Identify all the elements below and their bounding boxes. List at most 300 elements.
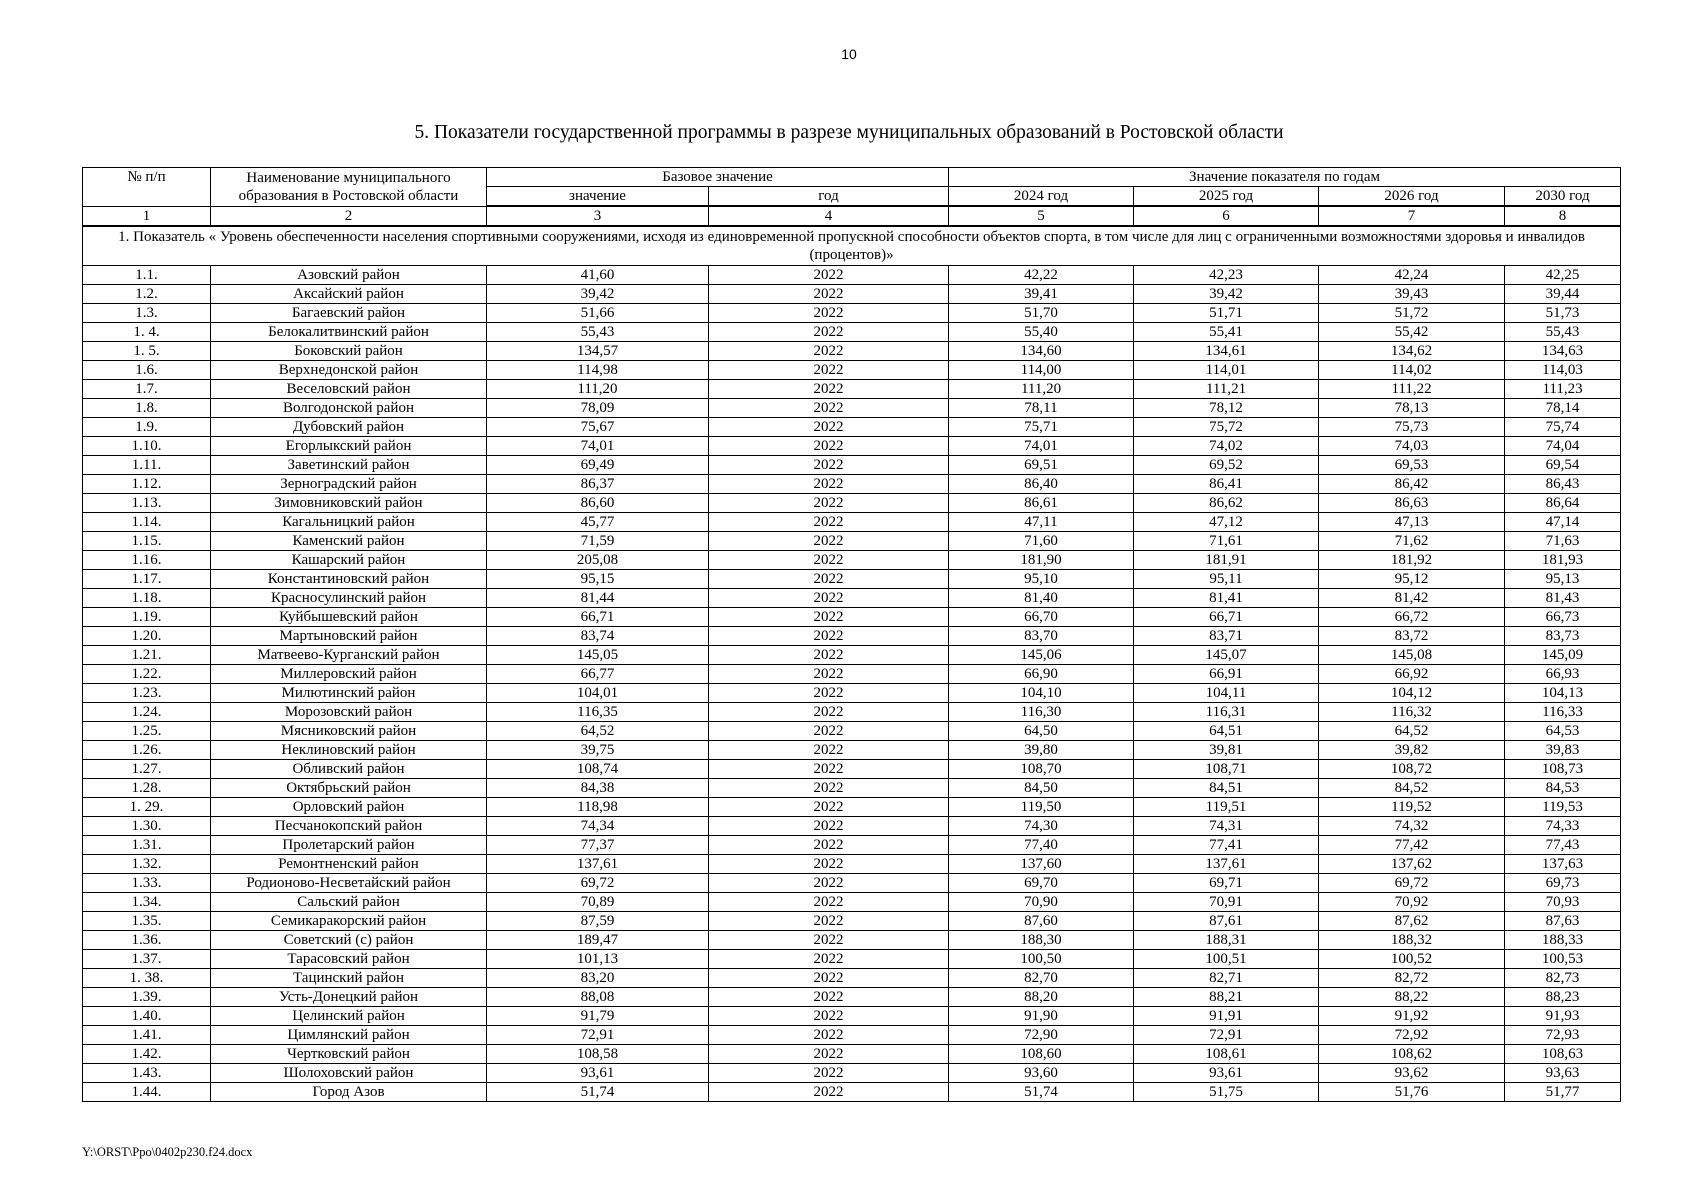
base-value: 41,60 xyxy=(487,266,709,285)
value-2024: 39,80 xyxy=(949,741,1134,760)
value-2026: 47,13 xyxy=(1319,513,1505,532)
municipality-name: Волгодонской район xyxy=(211,399,487,418)
value-2026: 108,62 xyxy=(1319,1045,1505,1064)
value-2026: 108,72 xyxy=(1319,760,1505,779)
municipality-name: Тацинский район xyxy=(211,969,487,988)
municipality-name: Песчанокопский район xyxy=(211,817,487,836)
value-2030: 108,73 xyxy=(1505,760,1621,779)
municipality-name: Заветинский район xyxy=(211,456,487,475)
value-2026: 66,72 xyxy=(1319,608,1505,627)
value-2024: 81,40 xyxy=(949,589,1134,608)
table-row xyxy=(83,741,1621,760)
value-2030: 86,43 xyxy=(1505,475,1621,494)
value-2025: 86,41 xyxy=(1134,475,1319,494)
value-2024: 108,70 xyxy=(949,760,1134,779)
table-row xyxy=(83,817,1621,836)
table-row xyxy=(83,665,1621,684)
table-row xyxy=(83,646,1621,665)
table-row xyxy=(83,323,1621,342)
row-number: 1.43. xyxy=(83,1064,211,1083)
row-number: 1.35. xyxy=(83,912,211,931)
value-2024: 75,71 xyxy=(949,418,1134,437)
value-2024: 114,00 xyxy=(949,361,1134,380)
value-2024: 70,90 xyxy=(949,893,1134,912)
table-row xyxy=(83,285,1621,304)
table-row xyxy=(83,608,1621,627)
row-number: 1.42. xyxy=(83,1045,211,1064)
value-2030: 70,93 xyxy=(1505,893,1621,912)
table-row xyxy=(83,836,1621,855)
municipality-name: Усть-Донецкий район xyxy=(211,988,487,1007)
base-value: 51,66 xyxy=(487,304,709,323)
document-title: 5. Показатели государственной программы в разрезе муниципальных образований в Ростовской области xyxy=(414,122,1284,143)
value-2024: 66,90 xyxy=(949,665,1134,684)
table-row xyxy=(83,722,1621,741)
value-2024: 71,60 xyxy=(949,532,1134,551)
table-row xyxy=(83,513,1621,532)
indicators-table xyxy=(82,167,1621,1102)
value-2026: 69,72 xyxy=(1319,874,1505,893)
value-2026: 64,52 xyxy=(1319,722,1505,741)
value-2030: 108,63 xyxy=(1505,1045,1621,1064)
row-number: 1. 29. xyxy=(83,798,211,817)
base-value: 39,42 xyxy=(487,285,709,304)
municipality-name: Миллеровский район xyxy=(211,665,487,684)
base-value: 114,98 xyxy=(487,361,709,380)
municipality-name: Сальский район xyxy=(211,893,487,912)
municipality-name: Красносулинский район xyxy=(211,589,487,608)
value-2026: 75,73 xyxy=(1319,418,1505,437)
value-2024: 119,50 xyxy=(949,798,1134,817)
municipality-name: Мартыновский район xyxy=(211,627,487,646)
base-year: 2022 xyxy=(709,874,949,893)
base-value: 39,75 xyxy=(487,741,709,760)
base-year: 2022 xyxy=(709,988,949,1007)
row-number: 1.8. xyxy=(83,399,211,418)
base-value: 64,52 xyxy=(487,722,709,741)
base-value: 81,44 xyxy=(487,589,709,608)
value-2030: 39,44 xyxy=(1505,285,1621,304)
value-2024: 108,60 xyxy=(949,1045,1134,1064)
row-number: 1.41. xyxy=(83,1026,211,1045)
value-2024: 86,40 xyxy=(949,475,1134,494)
base-year: 2022 xyxy=(709,703,949,722)
row-number: 1.37. xyxy=(83,950,211,969)
value-2030: 181,93 xyxy=(1505,551,1621,570)
row-number: 1.2. xyxy=(83,285,211,304)
base-value: 95,15 xyxy=(487,570,709,589)
value-2025: 116,31 xyxy=(1134,703,1319,722)
base-value: 78,09 xyxy=(487,399,709,418)
base-value: 108,58 xyxy=(487,1045,709,1064)
base-value: 145,05 xyxy=(487,646,709,665)
base-value: 111,20 xyxy=(487,380,709,399)
base-year: 2022 xyxy=(709,399,949,418)
value-2026: 51,72 xyxy=(1319,304,1505,323)
value-2024: 137,60 xyxy=(949,855,1134,874)
value-2030: 95,13 xyxy=(1505,570,1621,589)
value-2024: 104,10 xyxy=(949,684,1134,703)
value-2026: 72,92 xyxy=(1319,1026,1505,1045)
value-2024: 42,22 xyxy=(949,266,1134,285)
value-2026: 116,32 xyxy=(1319,703,1505,722)
table-row xyxy=(83,855,1621,874)
table-row xyxy=(83,361,1621,380)
row-number: 1.24. xyxy=(83,703,211,722)
municipality-name: Родионово-Несветайский район xyxy=(211,874,487,893)
value-2030: 39,83 xyxy=(1505,741,1621,760)
base-year: 2022 xyxy=(709,437,949,456)
header-name: Наименование муниципального образования в Ростовской области xyxy=(211,168,487,207)
value-2030: 83,73 xyxy=(1505,627,1621,646)
base-year: 2022 xyxy=(709,532,949,551)
value-2030: 93,63 xyxy=(1505,1064,1621,1083)
table-header xyxy=(83,168,1621,227)
municipality-name: Мясниковский район xyxy=(211,722,487,741)
municipality-name: Белокалитвинский район xyxy=(211,323,487,342)
base-value: 74,01 xyxy=(487,437,709,456)
row-number: 1.34. xyxy=(83,893,211,912)
header-2024: 2024 год xyxy=(949,187,1134,207)
row-number: 1.21. xyxy=(83,646,211,665)
value-2026: 181,92 xyxy=(1319,551,1505,570)
value-2026: 78,13 xyxy=(1319,399,1505,418)
table-row xyxy=(83,1064,1621,1083)
header-base-value: значение xyxy=(487,187,709,207)
municipality-name: Егорлыкский район xyxy=(211,437,487,456)
table-row xyxy=(83,399,1621,418)
table-row xyxy=(83,969,1621,988)
municipality-name: Чертковский район xyxy=(211,1045,487,1064)
base-year: 2022 xyxy=(709,1007,949,1026)
indicators-table-container xyxy=(82,167,1620,1102)
value-2025: 72,91 xyxy=(1134,1026,1319,1045)
municipality-name: Город Азов xyxy=(211,1083,487,1102)
municipality-name: Тарасовский район xyxy=(211,950,487,969)
value-2025: 88,21 xyxy=(1134,988,1319,1007)
value-2025: 39,42 xyxy=(1134,285,1319,304)
table-row xyxy=(83,931,1621,950)
row-number: 1.32. xyxy=(83,855,211,874)
value-2024: 83,70 xyxy=(949,627,1134,646)
base-value: 70,89 xyxy=(487,893,709,912)
base-year: 2022 xyxy=(709,380,949,399)
municipality-name: Аксайский район xyxy=(211,285,487,304)
value-2030: 88,23 xyxy=(1505,988,1621,1007)
value-2024: 116,30 xyxy=(949,703,1134,722)
municipality-name: Целинский район xyxy=(211,1007,487,1026)
value-2026: 77,42 xyxy=(1319,836,1505,855)
value-2030: 69,73 xyxy=(1505,874,1621,893)
value-2026: 111,22 xyxy=(1319,380,1505,399)
value-2024: 69,70 xyxy=(949,874,1134,893)
base-year: 2022 xyxy=(709,646,949,665)
row-number: 1.10. xyxy=(83,437,211,456)
column-numbers-row xyxy=(83,206,1621,226)
base-year: 2022 xyxy=(709,627,949,646)
row-number: 1.16. xyxy=(83,551,211,570)
base-year: 2022 xyxy=(709,665,949,684)
base-year: 2022 xyxy=(709,570,949,589)
value-2025: 119,51 xyxy=(1134,798,1319,817)
value-2025: 181,91 xyxy=(1134,551,1319,570)
municipality-name: Зимовниковский район xyxy=(211,494,487,513)
value-2024: 100,50 xyxy=(949,950,1134,969)
base-value: 104,01 xyxy=(487,684,709,703)
row-number: 1.7. xyxy=(83,380,211,399)
base-value: 118,98 xyxy=(487,798,709,817)
value-2024: 51,70 xyxy=(949,304,1134,323)
table-row xyxy=(83,950,1621,969)
row-number: 1.12. xyxy=(83,475,211,494)
value-2025: 70,91 xyxy=(1134,893,1319,912)
value-2024: 145,06 xyxy=(949,646,1134,665)
table-row xyxy=(83,437,1621,456)
municipality-name: Шолоховский район xyxy=(211,1064,487,1083)
row-number: 1.30. xyxy=(83,817,211,836)
municipality-name: Матвеево-Курганский район xyxy=(211,646,487,665)
value-2025: 69,52 xyxy=(1134,456,1319,475)
value-2024: 39,41 xyxy=(949,285,1134,304)
base-value: 69,72 xyxy=(487,874,709,893)
value-2026: 66,92 xyxy=(1319,665,1505,684)
header-years-group: Значение показателя по годам xyxy=(949,168,1621,187)
value-2024: 72,90 xyxy=(949,1026,1134,1045)
base-year: 2022 xyxy=(709,418,949,437)
value-2030: 119,53 xyxy=(1505,798,1621,817)
value-2026: 74,32 xyxy=(1319,817,1505,836)
value-2025: 84,51 xyxy=(1134,779,1319,798)
value-2025: 104,11 xyxy=(1134,684,1319,703)
value-2025: 87,61 xyxy=(1134,912,1319,931)
value-2025: 78,12 xyxy=(1134,399,1319,418)
value-2025: 145,07 xyxy=(1134,646,1319,665)
base-year: 2022 xyxy=(709,779,949,798)
value-2024: 84,50 xyxy=(949,779,1134,798)
value-2025: 74,02 xyxy=(1134,437,1319,456)
value-2025: 55,41 xyxy=(1134,323,1319,342)
municipality-name: Морозовский район xyxy=(211,703,487,722)
value-2026: 86,42 xyxy=(1319,475,1505,494)
value-2026: 104,12 xyxy=(1319,684,1505,703)
base-value: 87,59 xyxy=(487,912,709,931)
base-year: 2022 xyxy=(709,285,949,304)
row-number: 1.25. xyxy=(83,722,211,741)
municipality-name: Кашарский район xyxy=(211,551,487,570)
municipality-name: Веселовский район xyxy=(211,380,487,399)
value-2030: 72,93 xyxy=(1505,1026,1621,1045)
table-row xyxy=(83,893,1621,912)
value-2026: 88,22 xyxy=(1319,988,1505,1007)
table-row xyxy=(83,589,1621,608)
table-row xyxy=(83,760,1621,779)
base-value: 84,38 xyxy=(487,779,709,798)
municipality-name: Ремонтненский район xyxy=(211,855,487,874)
row-number: 1. 38. xyxy=(83,969,211,988)
value-2030: 86,64 xyxy=(1505,494,1621,513)
municipality-name: Кагальницкий район xyxy=(211,513,487,532)
table-row xyxy=(83,1045,1621,1064)
value-2026: 39,43 xyxy=(1319,285,1505,304)
base-value: 91,79 xyxy=(487,1007,709,1026)
value-2024: 51,74 xyxy=(949,1083,1134,1102)
municipality-name: Обливский район xyxy=(211,760,487,779)
row-number: 1.39. xyxy=(83,988,211,1007)
column-number: 6 xyxy=(1134,206,1319,226)
value-2024: 55,40 xyxy=(949,323,1134,342)
value-2026: 93,62 xyxy=(1319,1064,1505,1083)
row-number: 1.23. xyxy=(83,684,211,703)
value-2026: 83,72 xyxy=(1319,627,1505,646)
value-2026: 86,63 xyxy=(1319,494,1505,513)
base-value: 137,61 xyxy=(487,855,709,874)
value-2026: 95,12 xyxy=(1319,570,1505,589)
value-2025: 91,91 xyxy=(1134,1007,1319,1026)
value-2025: 137,61 xyxy=(1134,855,1319,874)
base-value: 101,13 xyxy=(487,950,709,969)
value-2030: 74,04 xyxy=(1505,437,1621,456)
table-row xyxy=(83,798,1621,817)
row-number: 1.3. xyxy=(83,304,211,323)
value-2030: 47,14 xyxy=(1505,513,1621,532)
value-2026: 87,62 xyxy=(1319,912,1505,931)
value-2026: 69,53 xyxy=(1319,456,1505,475)
table-row xyxy=(83,912,1621,931)
value-2025: 71,61 xyxy=(1134,532,1319,551)
row-number: 1.22. xyxy=(83,665,211,684)
value-2025: 108,71 xyxy=(1134,760,1319,779)
base-value: 55,43 xyxy=(487,323,709,342)
table-body xyxy=(83,226,1621,1102)
value-2030: 81,43 xyxy=(1505,589,1621,608)
value-2024: 74,01 xyxy=(949,437,1134,456)
row-number: 1.14. xyxy=(83,513,211,532)
value-2030: 42,25 xyxy=(1505,266,1621,285)
value-2030: 100,53 xyxy=(1505,950,1621,969)
page-number: 10 xyxy=(841,46,857,62)
municipality-name: Куйбышевский район xyxy=(211,608,487,627)
base-year: 2022 xyxy=(709,551,949,570)
value-2024: 78,11 xyxy=(949,399,1134,418)
value-2030: 55,43 xyxy=(1505,323,1621,342)
value-2024: 86,61 xyxy=(949,494,1134,513)
municipality-name: Багаевский район xyxy=(211,304,487,323)
table-row xyxy=(83,475,1621,494)
value-2030: 188,33 xyxy=(1505,931,1621,950)
row-number: 1.19. xyxy=(83,608,211,627)
table-row xyxy=(83,418,1621,437)
value-2026: 81,42 xyxy=(1319,589,1505,608)
value-2025: 42,23 xyxy=(1134,266,1319,285)
value-2026: 74,03 xyxy=(1319,437,1505,456)
value-2026: 42,24 xyxy=(1319,266,1505,285)
municipality-name: Боковский район xyxy=(211,342,487,361)
header-num: № п/п xyxy=(83,168,211,207)
value-2024: 77,40 xyxy=(949,836,1134,855)
base-year: 2022 xyxy=(709,969,949,988)
value-2026: 70,92 xyxy=(1319,893,1505,912)
base-year: 2022 xyxy=(709,608,949,627)
value-2030: 104,13 xyxy=(1505,684,1621,703)
value-2030: 84,53 xyxy=(1505,779,1621,798)
base-year: 2022 xyxy=(709,456,949,475)
file-path-footer: Y:\ORST\Ppo\0402p230.f24.docx xyxy=(82,1145,253,1159)
row-number: 1.18. xyxy=(83,589,211,608)
value-2026: 55,42 xyxy=(1319,323,1505,342)
value-2026: 134,62 xyxy=(1319,342,1505,361)
row-number: 1.15. xyxy=(83,532,211,551)
value-2026: 145,08 xyxy=(1319,646,1505,665)
value-2024: 181,90 xyxy=(949,551,1134,570)
base-year: 2022 xyxy=(709,494,949,513)
row-number: 1.13. xyxy=(83,494,211,513)
value-2025: 108,61 xyxy=(1134,1045,1319,1064)
municipality-name: Константиновский район xyxy=(211,570,487,589)
base-value: 69,49 xyxy=(487,456,709,475)
base-value: 66,77 xyxy=(487,665,709,684)
value-2024: 93,60 xyxy=(949,1064,1134,1083)
value-2030: 116,33 xyxy=(1505,703,1621,722)
base-year: 2022 xyxy=(709,304,949,323)
row-number: 1.33. xyxy=(83,874,211,893)
base-value: 83,74 xyxy=(487,627,709,646)
value-2030: 71,63 xyxy=(1505,532,1621,551)
base-value: 66,71 xyxy=(487,608,709,627)
base-year: 2022 xyxy=(709,1045,949,1064)
table-row xyxy=(83,1007,1621,1026)
row-number: 1.20. xyxy=(83,627,211,646)
value-2025: 81,41 xyxy=(1134,589,1319,608)
base-year: 2022 xyxy=(709,912,949,931)
table-row xyxy=(83,494,1621,513)
section-row xyxy=(83,226,1621,266)
column-number: 2 xyxy=(211,206,487,226)
municipality-name: Зерноградский район xyxy=(211,475,487,494)
value-2024: 82,70 xyxy=(949,969,1134,988)
value-2030: 66,93 xyxy=(1505,665,1621,684)
value-2030: 77,43 xyxy=(1505,836,1621,855)
value-2025: 64,51 xyxy=(1134,722,1319,741)
value-2030: 111,23 xyxy=(1505,380,1621,399)
table-row xyxy=(83,532,1621,551)
value-2030: 82,73 xyxy=(1505,969,1621,988)
row-number: 1.40. xyxy=(83,1007,211,1026)
base-year: 2022 xyxy=(709,1083,949,1102)
table-row xyxy=(83,1026,1621,1045)
value-2025: 100,51 xyxy=(1134,950,1319,969)
base-year: 2022 xyxy=(709,836,949,855)
base-year: 2022 xyxy=(709,589,949,608)
base-value: 83,20 xyxy=(487,969,709,988)
base-year: 2022 xyxy=(709,684,949,703)
value-2025: 83,71 xyxy=(1134,627,1319,646)
header-2025: 2025 год xyxy=(1134,187,1319,207)
value-2026: 119,52 xyxy=(1319,798,1505,817)
value-2026: 71,62 xyxy=(1319,532,1505,551)
municipality-name: Азовский район xyxy=(211,266,487,285)
base-value: 93,61 xyxy=(487,1064,709,1083)
value-2030: 137,63 xyxy=(1505,855,1621,874)
base-year: 2022 xyxy=(709,855,949,874)
base-year: 2022 xyxy=(709,722,949,741)
value-2025: 74,31 xyxy=(1134,817,1319,836)
municipality-name: Пролетарский район xyxy=(211,836,487,855)
value-2026: 51,76 xyxy=(1319,1083,1505,1102)
value-2030: 51,73 xyxy=(1505,304,1621,323)
base-value: 51,74 xyxy=(487,1083,709,1102)
row-number: 1.6. xyxy=(83,361,211,380)
base-value: 77,37 xyxy=(487,836,709,855)
